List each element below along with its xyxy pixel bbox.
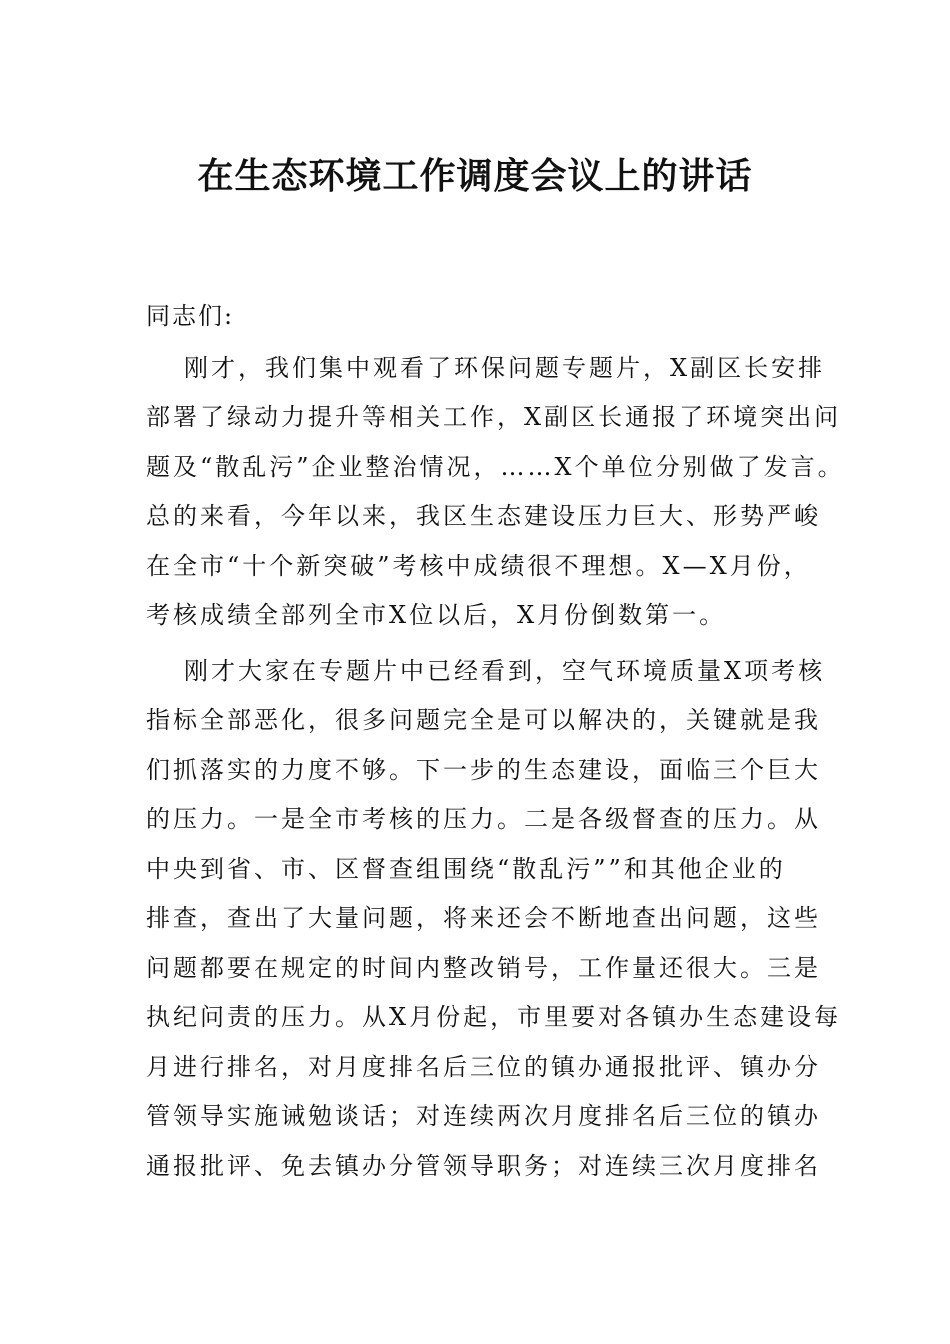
paragraph-line: 排查，查出了大量问题，将来还会不断地查出问题，这些 xyxy=(146,904,821,932)
paragraph-2 xyxy=(146,647,842,1192)
document-body xyxy=(146,292,845,1191)
paragraph-1 xyxy=(146,344,845,641)
paragraph-line: 月进行排名，对月度排名后三位的镇办通报批评、镇办分 xyxy=(146,1052,821,1081)
paragraph-line: 中央到省、市、区督查组围绕“散乱污””和其他企业的 xyxy=(146,854,786,883)
paragraph-line: 通报批评、免去镇办分管领导职务；对连续三次月度排名 xyxy=(146,1151,821,1180)
paragraph-line: 指标全部恶化，很多问题完全是可以解决的，关键就是我 xyxy=(146,706,821,734)
paragraph-line: 们抓落实的力度不够。下一步的生态建设，面临三个巨大 xyxy=(146,755,821,784)
salutation: 同志们: xyxy=(146,302,235,330)
paragraph-line: 管领导实施诫勉谈话；对连续两次月度排名后三位的镇办 xyxy=(146,1102,821,1130)
paragraph-line: 题及“散乱污”企业整治情况，……X个单位分别做了发言。 xyxy=(146,452,845,481)
paragraph-line: 在全市“十个新突破”考核中成绩很不理想。X—X月份， xyxy=(146,551,811,580)
paragraph-line: 刚才大家在专题片中已经看到，空气环境质量X项考核 xyxy=(184,656,826,685)
paragraph-line: 问题都要在规定的时间内整改销号，工作量还很大。三是 xyxy=(146,953,821,982)
paragraph-line: 执纪问责的压力。从X月份起，市里要对各镇办生态建设每 xyxy=(146,1003,842,1031)
document-title: 在生态环境工作调度会议上的讲话 xyxy=(197,155,753,197)
paragraph-line: 考核成绩全部列全市X位以后，X月份倒数第一。 xyxy=(146,601,727,629)
paragraph-line: 的压力。一是全市考核的压力。二是各级督查的压力。从 xyxy=(146,805,821,833)
paragraph-line: 刚才，我们集中观看了环保问题专题片，X副区长安排 xyxy=(184,353,826,382)
paragraph-line: 部署了绿动力提升等相关工作，X副区长通报了环境突出问 xyxy=(146,403,842,431)
paragraph-line: 总的来看，今年以来，我区生态建设压力巨大、形势严峻 xyxy=(146,502,821,530)
